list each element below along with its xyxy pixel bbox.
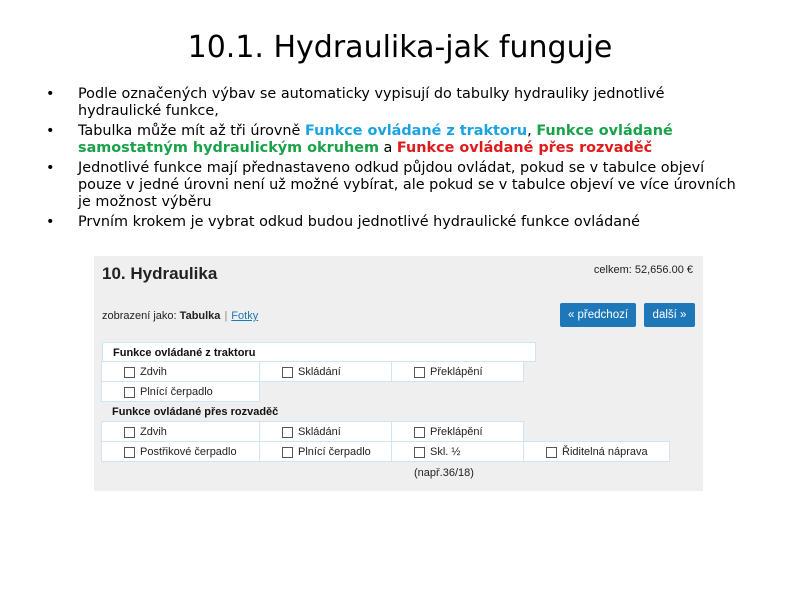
option-label: Skládání [298,426,341,438]
bullet-text: , [527,123,537,139]
option-label: Plnící čerpadlo [140,386,213,398]
checkbox-icon[interactable] [546,447,557,458]
level-distributor-text: Funkce ovládané přes rozvaděč [396,140,653,156]
next-button[interactable]: další » [644,303,695,327]
option-label: Zdvih [140,366,167,378]
empty-cell [523,421,670,442]
table-row [102,362,694,382]
option-label: Řiditelná náprava [562,446,648,458]
bullet-item [46,86,746,120]
option-riditelna-naprava[interactable] [523,441,670,462]
section-header-distributor: Funkce ovládané přes rozvaděč [112,406,279,418]
previous-button[interactable]: « předchozí [560,303,636,327]
option-postrikove-cerpadlo[interactable] [101,441,260,462]
checkbox-icon[interactable] [124,367,135,378]
checkbox-icon[interactable] [124,447,135,458]
bullet-text: Jednotlivé funkce mají přednastaveno odkud půjdou ovládat, pokud se v tabulce objeví pouze v jedné úrovni není už možné vybírat, ale pokud se v tabulce objeví ve více úrovních je možnost výběru [78,160,736,210]
option-skladani-tractor[interactable] [259,361,392,382]
bullet-text: a [378,140,397,156]
level-separate-circuit-text: Funkce ovládané samostatným hydraulickým okruhem [78,123,673,156]
table-row [102,382,694,402]
empty-cell [391,381,524,402]
table-row [102,422,694,442]
hydraulics-screenshot [94,256,703,491]
level-tractor-text: Funkce ovládané z traktoru [304,123,528,139]
option-label: Postřikové čerpadlo [140,446,237,458]
section-header-tractor: Funkce ovládané z traktoru [102,342,536,362]
option-skladani-half[interactable] [391,441,524,479]
functions-table [102,342,694,479]
bullet-text: Tabulka může mít až tři úrovně [78,123,305,139]
view-switcher [102,310,258,322]
empty-cell [259,381,392,402]
checkbox-icon[interactable] [282,367,293,378]
bullet-dot: • [46,160,55,176]
bullet-list [46,86,746,234]
option-label: Skládání [298,366,341,378]
view-label: zobrazení jako: [102,310,177,322]
bullet-dot: • [46,214,55,230]
option-label: Plnící čerpadlo [298,446,371,458]
slide-title: 10.1. Hydraulika-jak funguje [187,30,613,65]
option-label: Zdvih [140,426,167,438]
checkbox-icon[interactable] [414,367,425,378]
bullet-item [46,123,746,157]
checkbox-icon[interactable] [414,427,425,438]
checkbox-icon[interactable] [124,387,135,398]
option-plnici-cerpadlo-tractor[interactable] [101,381,260,402]
checkbox-icon[interactable] [282,427,293,438]
bullet-dot: • [46,123,55,139]
checkbox-icon[interactable] [124,427,135,438]
bullet-dot: • [46,86,55,102]
checkbox-icon[interactable] [414,447,425,458]
checkbox-icon[interactable] [282,447,293,458]
option-label: Překlápění [430,366,483,378]
empty-cell [523,381,670,402]
view-separator: | [224,310,228,322]
option-preklapeni-tractor[interactable] [391,361,524,382]
option-plnici-cerpadlo-distributor[interactable] [259,441,392,462]
option-zdvih-distributor[interactable] [101,421,260,442]
table-row [102,442,694,479]
option-preklapeni-distributor[interactable] [391,421,524,442]
empty-cell [523,361,670,382]
view-table-current: Tabulka [179,310,221,322]
section-title: 10. Hydraulika [102,264,218,283]
option-zdvih-tractor[interactable] [101,361,260,382]
bullet-text: Podle označených výbav se automaticky vypisují do tabulky hydrauliky jednotlivé hydraulické funkce, [78,86,665,119]
bullet-item [46,160,746,211]
bullet-item [46,214,746,231]
total-price: celkem: 52,656.00 € [593,264,693,276]
view-photos-link[interactable]: Fotky [231,310,259,322]
bullet-text: Prvním krokem je vybrat odkud budou jednotlivé hydraulické funkce ovládané [78,214,640,230]
option-label: Skl. ½ (např.36/18) [414,446,474,479]
option-skladani-distributor[interactable] [259,421,392,442]
option-label: Překlápění [430,426,483,438]
